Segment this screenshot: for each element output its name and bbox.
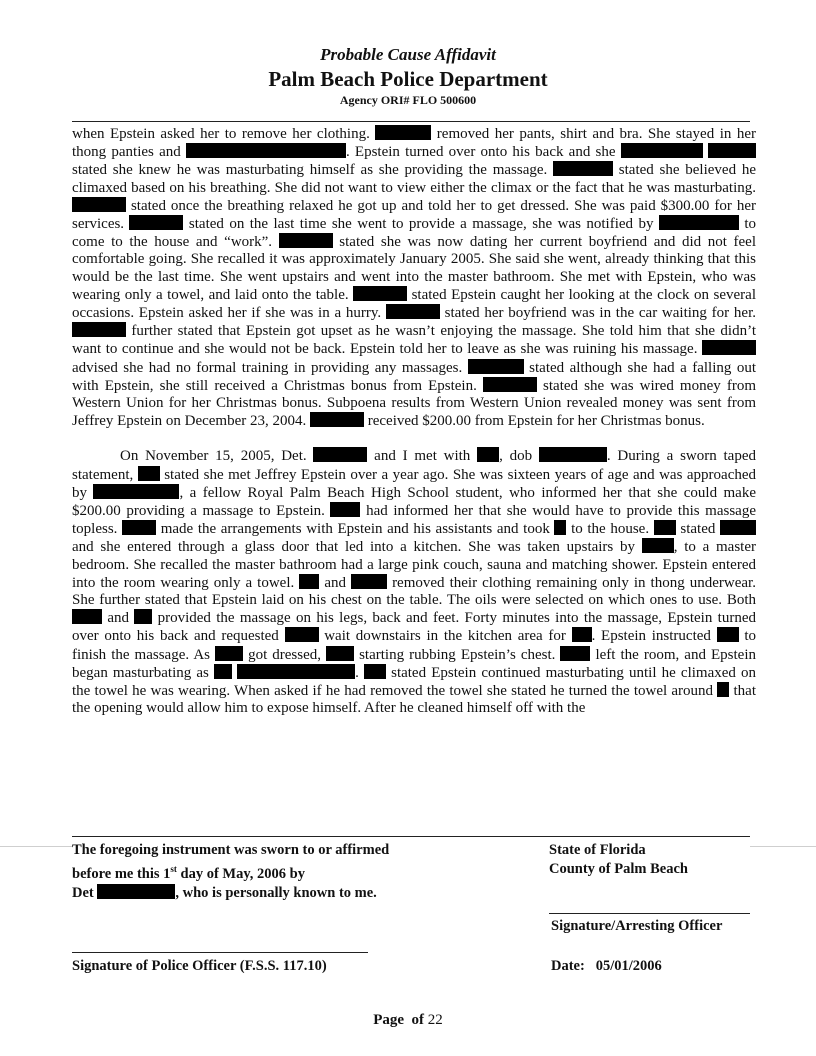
redaction-bar — [477, 447, 499, 462]
redaction-bar — [72, 609, 102, 624]
department-name: Palm Beach Police Department — [268, 67, 548, 91]
redaction-bar — [386, 304, 440, 319]
redaction-bar — [122, 520, 156, 535]
redaction-bar — [621, 143, 703, 158]
police-officer-signature-line — [72, 952, 368, 953]
page-number: Page of 22 — [373, 1012, 443, 1028]
sworn-line-3: Det , who is personally known to me. — [72, 884, 377, 901]
redaction-bar — [186, 143, 346, 158]
redaction-bar — [720, 520, 756, 535]
document-header — [0, 44, 816, 108]
paragraph-2: On November 15, 2005, Det. and I met with , dob . During a sworn taped statement, stated she met Jeffrey Epstein over a year ago. She was sixteen years of age and was approached by , a fellow Royal Palm Beach High School student, who informed her that she could make $200.00 providing a massage to Epstein. had informed her that she would have to provide this massage topless. made the arrangements with Epstein and his assistants and took to the house. stated and she entered through a glass door that led into a kitchen. She was taken upstairs by , to a master bedroom. She recalled the master bathroom had a large pink couch, sauna and matching shower. Epstein entered into the room wearing only a towel. and removed their clothing remaining only in thong underwear. She further stated that Epstein laid on his chest on the table. The oils were selected on which ones to use. Both and provided the massage on his legs, back and feet. Forty minutes into the massage, Epstein turned over onto his back and requested wait downstairs in the kitchen area for . Epstein instructed to finish the massage. As got dressed, starting rubbing Epstein’s chest. left the room, and Epstein began masturbating as . stated Epstein continued masturbating until he climaxed on the towel he was wearing. When asked if he had removed the towel she stated he turned the towel around that the opening would allow him to expose himself. After he cleaned himself off with the — [72, 448, 757, 717]
redaction-bar — [364, 664, 386, 679]
redaction-bar — [138, 466, 160, 481]
redaction-bar — [717, 627, 739, 642]
redaction-bar — [310, 412, 364, 427]
redaction-bar — [353, 286, 407, 301]
redaction-bar — [134, 609, 152, 624]
affidavit-body — [72, 125, 756, 718]
redaction-bar — [93, 484, 179, 499]
redaction-bar — [642, 538, 674, 553]
redaction-bar — [72, 197, 126, 212]
redaction-bar — [468, 359, 524, 374]
paragraph-1: when Epstein asked her to remove her clothing. removed her pants, shirt and bra. She stayed in her thong panties and . Epstein turned over onto his back and she stated she knew he was masturbating himself as she providing the massage. stated she believed he climaxed based on his breathing. She did not want to view either the climax or the fact that he was masturbating. stated once the breathing relaxed he got up and told her to get dressed. She was paid $300.00 for her services. stated on the last time she went to provide a massage, she was notified by to come to the house and “work”. stated she was now dating her current boyfriend and did not feel comfortable going. She recalled it was approximately January 2005. She said she went, already thinking that this would be the last time. She went upstairs and went into the master bathroom. She met with Epstein, who was wearing only a towel, and laid onto the table. stated Epstein caught her looking at the clock on several occasions. Epstein asked her if she was in a hurry. stated her boyfriend was in the car waiting for her. further stated that Epstein got upset as he wasn’t enjoying the massage. She told him that she didn’t want to continue and she would not be back. Epstein told her to leave as she was ruining his massage. advised she had no formal training in providing any massages. stated although she had a falling out with Epstein, she still received a Christmas bonus from Epstein. stated she was wired money from Western Union for her Christmas bonus. Subpoena results from Western Union revealed money was sent from Jeffrey Epstein on December 23, 2004. received $200.00 from Epstein for her Christmas bonus. — [72, 126, 757, 430]
redaction-bar — [708, 143, 756, 158]
sworn-statement — [72, 841, 389, 903]
redaction-bar — [285, 627, 319, 642]
redaction-bar — [717, 682, 729, 697]
redaction-bar — [560, 646, 590, 661]
sworn-line-1: The foregoing instrument was sworn to or affirmed — [72, 842, 390, 858]
redaction-bar — [72, 322, 126, 337]
scan-edge-line — [750, 846, 816, 847]
police-officer-label: Signature of Police Officer (F.S.S. 117.10) — [72, 958, 327, 974]
arresting-officer-label: Signature/Arresting Officer — [551, 918, 723, 934]
redaction-bar — [539, 447, 607, 462]
date-field: Date: 05/01/2006 — [551, 958, 662, 974]
redaction-bar — [483, 377, 537, 392]
redaction-bar — [375, 125, 431, 140]
arresting-officer-signature-line — [549, 913, 750, 914]
redaction-bar — [553, 161, 613, 176]
date-value: 05/01/2006 — [595, 958, 662, 974]
redaction-bar — [97, 884, 175, 899]
redaction-bar — [702, 340, 756, 355]
jurisdiction-block — [549, 841, 688, 879]
redaction-bar — [129, 215, 183, 230]
redaction-bar — [659, 215, 739, 230]
footer-rule — [72, 836, 750, 837]
agency-ori: Agency ORI# FLO 500600 — [339, 93, 477, 107]
scan-edge-line — [0, 846, 72, 847]
redaction-bar — [299, 574, 319, 589]
redaction-bar — [654, 520, 676, 535]
redaction-bar — [279, 233, 333, 248]
redaction-bar — [330, 502, 360, 517]
redaction-bar — [351, 574, 387, 589]
redaction-bar — [326, 646, 354, 661]
redaction-bar — [237, 664, 355, 679]
redaction-bar — [554, 520, 566, 535]
affidavit-title: Probable Cause Affidavit — [320, 45, 496, 64]
header-rule — [72, 121, 750, 122]
sworn-line-2: before me this 1st day of May, 2006 by — [72, 864, 305, 882]
redaction-bar — [215, 646, 243, 661]
county-label: County of Palm Beach — [549, 861, 688, 877]
redaction-bar — [214, 664, 232, 679]
state-label: State of Florida — [549, 842, 646, 858]
redaction-bar — [313, 447, 367, 462]
redaction-bar — [572, 627, 592, 642]
